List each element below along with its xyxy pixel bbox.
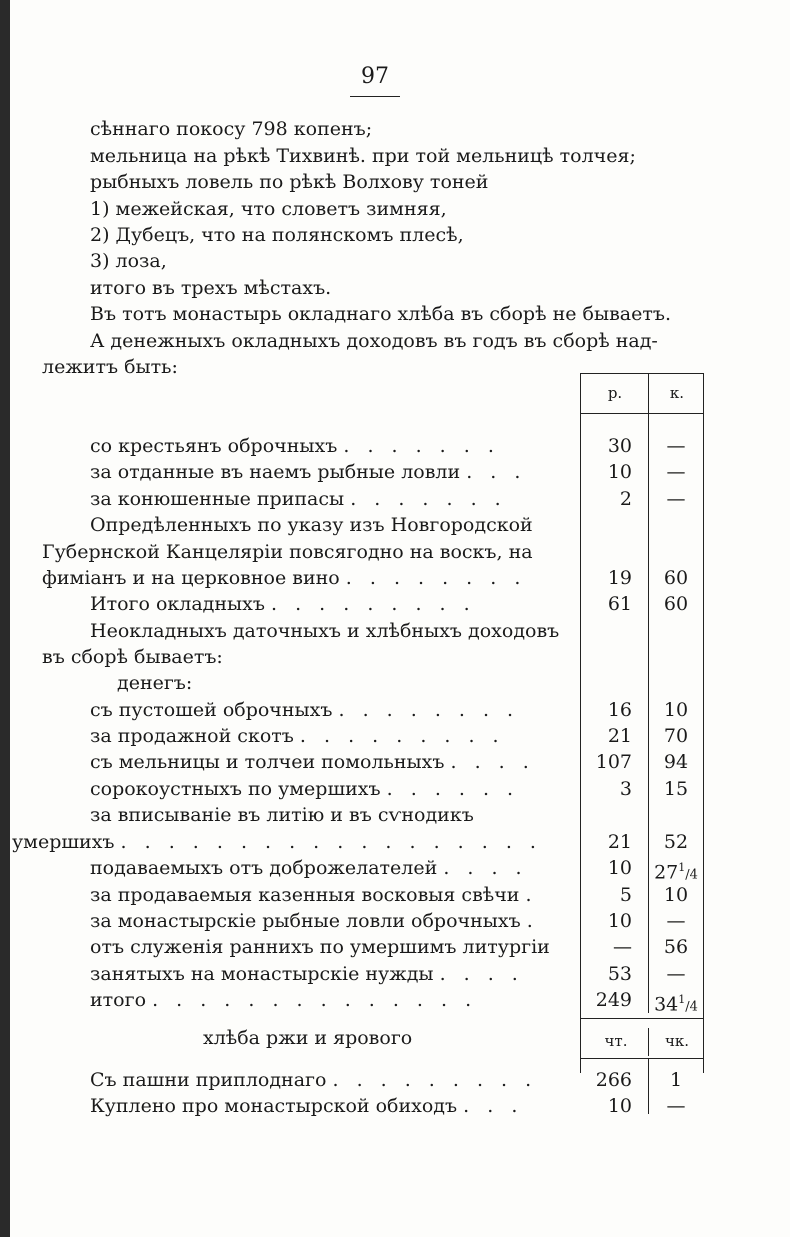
leader-dots: . . . . . . . . .: [332, 1069, 538, 1091]
kopecks-header: к.: [669, 384, 685, 402]
kopecks-cell: 10: [663, 884, 689, 906]
chetverti-header: чт.: [604, 1032, 628, 1050]
leader-dots: . . . . . . .: [343, 435, 500, 457]
table-row: [90, 935, 670, 959]
table-row: [90, 909, 670, 933]
page-number: 97: [361, 64, 389, 89]
text-line: въ сборѣ бываетъ:: [42, 646, 223, 668]
text-line: за вписываніе въ литію и въ сѵнодикъ: [90, 804, 474, 826]
text-line: Опредѣленныхъ по указу изъ Новгородской: [90, 514, 533, 536]
grain-table-header-rule: [580, 1058, 704, 1059]
row-label: за конюшенные припасы: [90, 488, 345, 510]
table-row: [90, 698, 670, 722]
leader-dots: .: [525, 884, 538, 906]
rubles-cell: 16: [607, 699, 632, 721]
rubles-cell: 30: [607, 435, 632, 457]
kopecks-cell: 94: [663, 751, 689, 773]
rubles-cell: 249: [595, 989, 632, 1011]
row-label: фиміанъ и на церковное вино: [42, 567, 340, 589]
kopecks-cell: 56: [663, 936, 689, 958]
row-label: за продажной скотъ: [90, 725, 294, 747]
rubles-cell: 21: [607, 725, 632, 747]
rubles-cell: 53: [607, 963, 632, 985]
row-label: съ пустошей оброчныхъ: [90, 699, 333, 721]
fraction-numerator: 1: [678, 861, 686, 874]
total-row: [90, 592, 670, 616]
text-line: денегъ:: [117, 672, 193, 694]
leader-dots: . . . . . .: [386, 778, 520, 800]
leader-dots: . . . .: [439, 963, 524, 985]
chetveriki-cell: —: [666, 1095, 686, 1117]
kopecks-cell: —: [666, 435, 686, 457]
rubles-cell: 10: [607, 461, 632, 483]
row-label: подаваемыхъ отъ доброжелателей: [90, 857, 438, 879]
leader-dots: . . . . . . .: [350, 488, 507, 510]
fraction-denominator: /4: [685, 999, 698, 1015]
rubles-header: р.: [607, 384, 623, 402]
table-row: [12, 830, 592, 854]
fraction-numerator: 1: [678, 993, 686, 1006]
kopecks-cell: [652, 988, 700, 1019]
rubles-cell: 19: [607, 567, 632, 589]
total-row: [90, 988, 670, 1012]
row-label: съ мельницы и толчеи помольныхъ: [90, 751, 445, 773]
row-label: умершихъ: [12, 831, 115, 853]
kopecks-value: 27: [654, 861, 679, 884]
text-line: А денежныхъ окладныхъ доходовъ въ годъ въ сборѣ над-: [90, 330, 658, 352]
table-row: [90, 724, 670, 748]
chetveriki-header: чк.: [664, 1032, 690, 1050]
row-label: за монастырскіе рыбные ловли оброчныхъ: [90, 910, 521, 932]
leader-dots: . . . . . . . . . . . . . . . . . .: [120, 831, 542, 853]
text-line: лежитъ быть:: [42, 356, 178, 378]
text-line: Неокладныхъ даточныхъ и хлѣбныхъ доходовъ: [90, 620, 560, 642]
rubles-cell: 5: [619, 884, 632, 906]
page-number-rule: [350, 96, 400, 97]
table-row: [90, 1068, 670, 1092]
row-label: за продаваемыя казенныя восковыя свѣчи: [90, 884, 520, 906]
table-header-rule: [580, 413, 704, 414]
chetveriki-cell: 1: [669, 1069, 683, 1091]
leader-dots: .: [526, 910, 539, 932]
rubles-cell: 21: [607, 831, 632, 853]
text-line: итого въ трехъ мѣстахъ.: [90, 277, 332, 299]
chetverti-cell: 266: [595, 1069, 632, 1091]
grain-section-title: хлѣба ржи и ярового: [203, 1027, 413, 1049]
kopecks-cell: 10: [663, 699, 689, 721]
rubles-cell: 10: [607, 857, 632, 879]
leader-dots: . . . . . . . .: [345, 567, 527, 589]
page-edge: [0, 0, 10, 1237]
row-label: за отданные въ наемъ рыбные ловли: [90, 461, 461, 483]
kopecks-cell: —: [666, 461, 686, 483]
text-line: рыбныхъ ловель по рѣкѣ Волхову тоней: [90, 171, 489, 193]
leader-dots: . . . . . . . .: [338, 699, 520, 721]
leader-dots: . . . .: [450, 751, 535, 773]
table-row: [90, 434, 670, 458]
table-row: [42, 566, 622, 590]
row-label: Итого окладныхъ: [90, 593, 265, 615]
row-label: Съ пашни приплоднаго: [90, 1069, 327, 1091]
table-top-rule: [580, 373, 704, 374]
kopecks-cell: —: [666, 488, 686, 510]
leader-dots: . . . . . . . . .: [299, 725, 505, 747]
table-row: [90, 856, 670, 880]
kopecks-cell: —: [666, 963, 686, 985]
rubles-cell: —: [613, 936, 632, 958]
kopecks-cell: 70: [663, 725, 689, 747]
table-row: [90, 1094, 670, 1118]
leader-dots: . . . . . . . . .: [271, 593, 476, 615]
chetverti-cell: 10: [607, 1095, 632, 1117]
kopecks-cell: 52: [663, 831, 689, 853]
row-label: отъ служенія раннихъ по умершимъ литургіи: [90, 936, 550, 958]
leader-dots: . . .: [463, 1095, 524, 1117]
kopecks-cell: 60: [663, 567, 689, 589]
kopecks-cell: 60: [663, 593, 689, 615]
table-right-rule: [703, 373, 704, 1073]
text-line: 1) межейская, что словетъ зимняя,: [90, 198, 447, 220]
text-line: Губернской Канцеляріи повсягодно на воскъ, на: [42, 541, 533, 563]
row-label: со крестьянъ оброчныхъ: [90, 435, 338, 457]
text-line: 3) лоза,: [90, 250, 167, 272]
table-row: [90, 962, 670, 986]
rubles-cell: 61: [607, 593, 632, 615]
row-label: сорокоустныхъ по умершихъ: [90, 778, 381, 800]
text-line: Въ тотъ монастырь окладнаго хлѣба въ сборѣ не бываетъ.: [90, 303, 672, 325]
text-line: 2) Дубецъ, что на полянскомъ плесѣ,: [90, 224, 464, 246]
table-row: [90, 487, 670, 511]
kopecks-cell: —: [666, 910, 686, 932]
rubles-cell: 10: [607, 910, 632, 932]
table-row: [90, 460, 670, 484]
fraction-denominator: /4: [685, 867, 698, 883]
row-label: Куплено про монастырской обиходъ: [90, 1095, 458, 1117]
table-row: [90, 883, 670, 907]
text-line: мельница на рѣкѣ Тихвинѣ. при той мельницѣ толчея;: [90, 145, 636, 167]
row-label: занятыхъ на монастырскіе нужды: [90, 963, 434, 985]
rubles-cell: 107: [595, 751, 632, 773]
rubles-cell: 2: [619, 488, 632, 510]
text-line: сѣннаго покосу 798 копенъ;: [90, 118, 373, 140]
leader-dots: . . . . . . . . . . . . . .: [152, 989, 478, 1011]
leader-dots: . . . .: [443, 857, 528, 879]
kopecks-cell: 15: [663, 778, 689, 800]
table-row: [90, 777, 670, 801]
leader-dots: . . .: [466, 461, 527, 483]
row-label: итого: [90, 989, 147, 1011]
rubles-cell: 3: [619, 778, 632, 800]
kopecks-value: 34: [654, 993, 679, 1016]
table-row: [90, 750, 670, 774]
grain-table-top-rule: [580, 1018, 704, 1019]
grain-header-mid-rule: [648, 1028, 649, 1056]
